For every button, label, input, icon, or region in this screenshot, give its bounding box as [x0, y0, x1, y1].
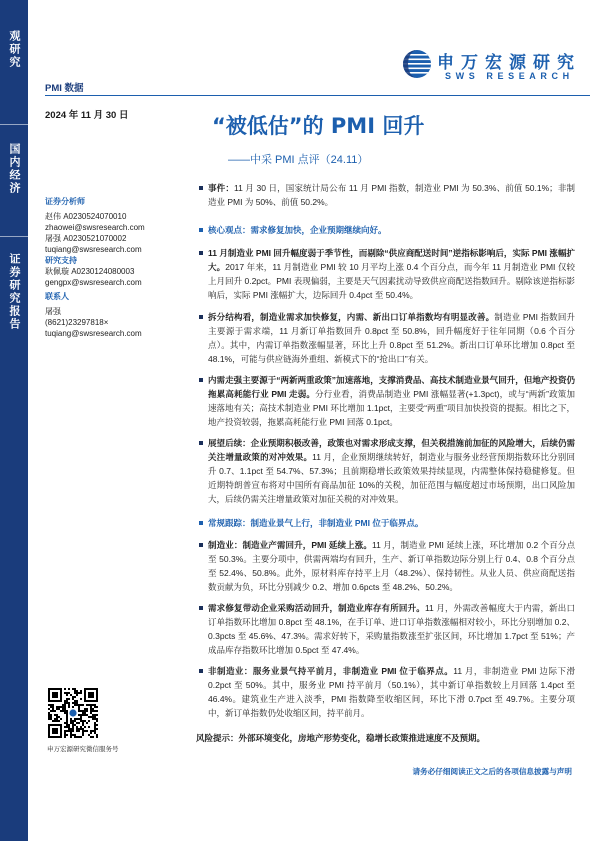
side-separator	[0, 124, 28, 125]
logo-text-cn: 申万宏源研究	[437, 53, 581, 73]
bullet-marker	[199, 441, 203, 445]
qr-caption: 申万宏源研究微信服务号	[47, 746, 119, 753]
contact-label: 联系人	[45, 292, 69, 301]
contact-name: 屠强	[45, 307, 61, 316]
side-label-report-type: 证券研究报告	[8, 253, 21, 331]
disclaimer-note: 请务必仔细阅读正文之后的各项信息披露与声明	[412, 767, 572, 776]
contact-email: tuqiang@swsresearch.com	[45, 329, 142, 338]
qr-center-logo-icon	[69, 709, 76, 716]
bullet-seasonality: 11 月制造业 PMI 回升幅度弱于季节性，而剔除“供应商配送时间”逆指标影响后，实际 PMI 涨幅扩大。2017 年来，11 月制造业 PMI 较 10 月平均上涨 0.4 个百分点，而今年 11 月制造业 PMI 仅较上月回升 0.2pct。PMI 表现偏弱，主要是天气因素扰动导致供应商配送指数回升。剔除该逆指标影响后，实际 PMI 涨幅扩大，边际回升 0.4pct 至 50.4%。	[196, 246, 575, 302]
report-title: “被低估”的 PMI 回升	[212, 114, 425, 138]
analyst-email: tuqiang@swsresearch.com	[45, 245, 142, 254]
wechat-qr-code	[47, 687, 99, 739]
bullet-purchasing-inventory: 需求修复带动企业采购活动回升，制造业库存有所回升。11 月，外需改善幅度大于内需，新出口订单指数环比增加 0.8pct 至 48.1%，在手订单、进口订单指数涨幅相对较小，环比分别增加 0.2、0.3pcts 至 45.6%、47.3%。需求好转下，采购量指数涨至扩张区间，环比增加 1.7pct 至 51%；产成品库存指数环比增加 0.5pct 至 47.4%。	[196, 601, 575, 657]
analysts-label: 证券分析师	[45, 197, 85, 206]
support-label: 研究支持	[45, 256, 77, 265]
bullet-marker	[199, 669, 203, 673]
report-date: 2024 年 11 月 30 日	[45, 110, 129, 121]
bullet-outlook: 展望后续：企业预期积极改善，政策也对需求形成支撑，但关税措施前加征的风险增大，后续仍需关注增量政策的对冲效果。11 月，企业预期继续转好，制造业与服务业经营预期指数环比分别回升 0.7、1.1pct 至 54.7%、57.3%；且前期稳增长政策效果持续显现，内需整体保持稳健修复。但近期特朗普宣布将对中国所有商品加征 10%的关税，加征范围与幅度超过市场预期，出口风险加大，后续仍需关注增量政策对加征关税的对冲效果。	[196, 436, 575, 506]
risk-warning: 风险提示：外部环境变化，房地产形势变化，稳增长政策推进速度不及预期。	[196, 733, 486, 743]
support-name-id: 耿佩璇 A0230124080003	[45, 267, 135, 276]
bullet-core-view: 核心观点：需求修复加快，企业预期继续向好。	[196, 223, 575, 237]
analyst-email: zhaowei@swsresearch.com	[45, 223, 145, 232]
contact-phone: (8621)23297818×	[45, 318, 109, 327]
bullet-structure: 拆分结构看，制造业需求加快修复，内需、新出口订单指数均有明显改善。制造业 PMI 指数回升主要源于需求端，11 月新订单指数回升 0.8pct 至 50.8%，回升幅度好于往年同期（0.6 个百分点）。其中，内需订单指数涨幅显著，环比上升 0.8pct 至 51.2%。新出口订单环比增加 0.8pct 至 48.1%，可能与供应链海外重组、新模式下的“抢出口”有关。	[196, 310, 575, 366]
bullet-marker	[199, 378, 203, 382]
bullet-marker	[199, 521, 203, 525]
header-divider	[45, 95, 590, 96]
bullet-marker	[199, 251, 203, 255]
contacts-panel	[45, 196, 190, 339]
side-label-domestic-economy: 国内经济	[8, 143, 21, 195]
analyst-name-id: 赵伟 A0230524070010	[45, 212, 127, 221]
logo-text-en: SWS RESEARCH	[445, 71, 574, 81]
report-category: PMI 数据	[45, 83, 84, 94]
bullet-marker	[199, 315, 203, 319]
side-separator	[0, 236, 28, 237]
brand-logo	[402, 47, 590, 85]
bullet-non-manufacturing: 非制造业：服务业景气持平前月，非制造业 PMI 位于临界点。11 月，非制造业 PMI 边际下滑 0.2pct 至 50%。其中，服务业 PMI 持平前月（50.1%），其中新订单指数较上月回落 1.4pct 至 46.4%。建筑业生产进入淡季，PMI 指数降至收缩区间，环比下滑 0.7pct 至 49.7%。主要分项中，新订单指数仍处收缩区间，持平前月。	[196, 664, 575, 720]
sws-globe-icon	[402, 49, 432, 79]
report-body	[196, 181, 575, 745]
bullet-marker	[199, 543, 203, 547]
bullet-marker	[199, 186, 203, 190]
report-subtitle: ——中采 PMI 点评（24.11）	[228, 154, 369, 166]
bullet-marker	[199, 228, 203, 232]
support-email: gengpx@swsresearch.com	[45, 278, 142, 287]
analyst-name-id: 屠强 A0230521070002	[45, 234, 127, 243]
bullet-routine-tracking: 常规跟踪：制造业景气上行，非制造业 PMI 位于临界点。	[196, 516, 575, 530]
bullet-marker	[199, 606, 203, 610]
bullet-event: 事件：11 月 30 日，国家统计局公布 11 月 PMI 指数，制造业 PMI 为 50.3%、前值 50.1%；非制造业 PMI 为 50%、前值 50.2%。	[196, 181, 575, 209]
bullet-manufacturing: 制造业：制造业产需回升，PMI 延续上涨。11 月，制造业 PMI 延续上涨，环比增加 0.2 个百分点至 50.3%。主要分项中，供需两端均有回升，生产、新订单指数边际分别上行 0.4、0.8 个百分点至 52.4%、50.8%。此外，原材料库存持平上月（48.2%）、保持韧性。从业人员、供应商配送指数贡献为负，环比分别减少 0.2、增加 0.6pcts 至 48.2%、50.2%。	[196, 538, 575, 594]
side-stripe	[0, 0, 28, 841]
bullet-domestic-demand: 内需走强主要源于“两新两重政策”加速落地，支撑消费品、高技术制造业景气回升，但地产投资仍拖累高耗能行业 PMI 走弱。分行业看，消费品制造业 PMI 涨幅显著(+1.3pct)，或与“两新”政策加速落地有关；高技术制造业 PMI 环比增加 1.1pct，主要受“两重”项目加快投资的提振。相比之下，地产投资较弱，拖累高耗能行业 PMI 回落 0.1pct。	[196, 373, 575, 429]
side-label-research: 观研究	[8, 30, 21, 69]
